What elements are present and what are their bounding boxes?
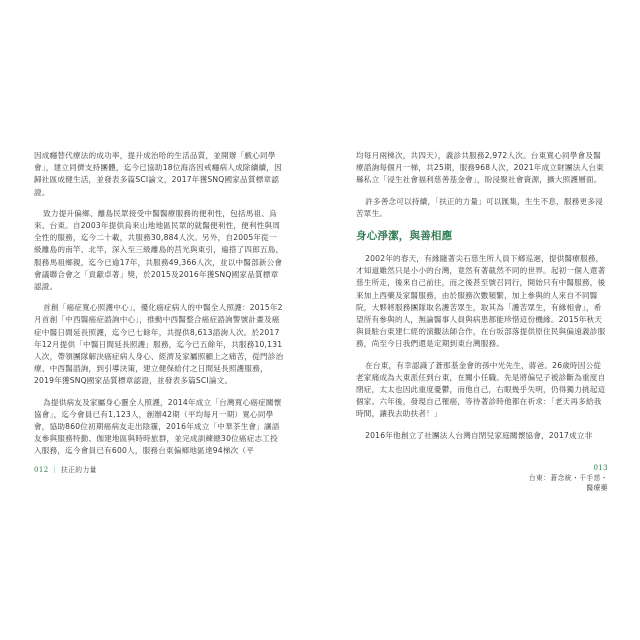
- right-paragraph-5: 2016年他創立了社團法人台灣自閉兒家庭關懷協會，2017成立非: [365, 430, 593, 440]
- right-footer-subtitle: 台東：蒼念統・千手慈・醫療藥: [528, 474, 608, 492]
- left-paragraph-1: 因成癮替代療法的成功率，提升成治哈的生活品質，並開辦「戲心同學會」，建立同儕支持團體，迄今已協助18位海洛因戒癮病人成除續續，因歸社區成健生活，並發表多篇SCI論文，2017年獲SNQ國家品質標章認證。: [34, 151, 282, 197]
- right-page-footer: [528, 464, 608, 492]
- left-footer-title: 扶正的力量: [60, 466, 97, 474]
- right-page-body: [356, 150, 608, 451]
- left-paragraph-4: 為提供病友及家屬身心靈全人照護，2014年成立「台灣寬心癌症關懷協會」，迄今會員已有1,123人，創辦42期（平均每月一期）寬心同學會，協助860位初期癌病友走出陰霾，2016年成立「中華茶生會」讓語友參與服務特勤、伽建地區與時時旅群，並完成訓練總30位癌症志工投入服務，迄今會員已有600人，服務台東偏鄉地區達94梯次（平: [34, 397, 282, 456]
- right-paragraph-3: 2002年的春天，有緣隨著尖石慈生所人員下鄉巡迴，提供醫療服務，才知道雖然只是小小的台灣，竟然有著截然不同的世界。起初一個人還著慈生所走，後來自己前往，而之後甚至號召同行，開始只有中醫服務，後來加上西藥及家醫服務，由於服務次數頻繁，加上參與的人來自不同醫院，大夥將服務團隊取名護苦眾生，取其為「護苦眾生，有緣相會」，希望所有參與的人，無論醫事人員與病患都能珍惜這份機緣。2015年秋天與員駐台東建仁經的演觀法師合作，在台坂部落提供原住民與偏遠義診服務，尚至今日我們還是定期到東台灣服務。: [356, 254, 606, 349]
- right-paragraph-1: 均每月兩梯次，共四天），義診共服務2,972人次。台東寬心同學會及醫療諮詢每個月一梯，共25期，服務968人次，2021年成立財團法人台東縣私立「浸生社會福利慈善基金會」，盼浸聚社會資源，擴大照護層面。: [356, 151, 604, 185]
- left-page-number: 012: [34, 466, 49, 474]
- footer-separator: ｜: [51, 466, 59, 474]
- right-paragraph-4: 在台東，有幸認識了蒼那基金會的孫中光先生，蔣爸。26歲時因公從老家痛成為大東派任到台東，在關小任職。先是將偏兒子被診斷為重度自閉症，太太也因此重度憂鬱，而他自己，右眼幾乎失明，仍得獨力挑起這個家。六年後，發現自己罹癌，等待著診時他都在祈求：「老天再多給我時間，讓我去助扶者！」: [356, 360, 606, 419]
- left-page-body: [34, 150, 284, 467]
- right-page-number: 013: [593, 464, 608, 472]
- section-heading: 身心淨潔，與善相應: [356, 230, 453, 243]
- left-paragraph-3: 首創「癌症寬心照護中心」，優化癌症病人的中醫全人照護：2015年2月首創「中西醫癌症諮詢中心」，推動中西醫整合癌症諮詢警號計畫及癌症中醫日間延長照護，迄今已七餘年，共提供8,613諮詢人次。於2017年12月提供「中醫日間延長照護」服務，迄今已五餘年，共服務10,131人次，帶領團隊解決癌症病人身心、經濟及家屬照顧上之痛苦，從門診治療、中西醫諮詢，到引導決策，建立健保給付之日間延長照護服務，2019年獲SNQ國家品質標章認證，並發表多篇SCI論文。: [34, 303, 284, 386]
- left-paragraph-2: 致力提升偏鄉、離島民眾接受中醫醫療服務的便利性，包括馬祖、烏來、台東。自2003年提供烏來山地地區民眾的就醫便利性，便利性與周全性的服務，迄今二十載，共服務30,884人次。另外，自2005年從一級離島的南竿、北竿，深入至三級離島的莒光與東引，遍搭了四郎五島，服務馬祖鄉親，迄今已逾17年，共服務49,366人次，並以中醫部新公會會議聯合會之「貢獻卓著」獎，於2015及2016年獲SNQ國家品質標章認證。: [34, 208, 284, 292]
- right-paragraph-2: 許多善念可以持續，「扶正的力量」可以匯集，生生不息，服務更多浸苦眾生。: [356, 196, 603, 218]
- left-page-footer: [34, 464, 97, 474]
